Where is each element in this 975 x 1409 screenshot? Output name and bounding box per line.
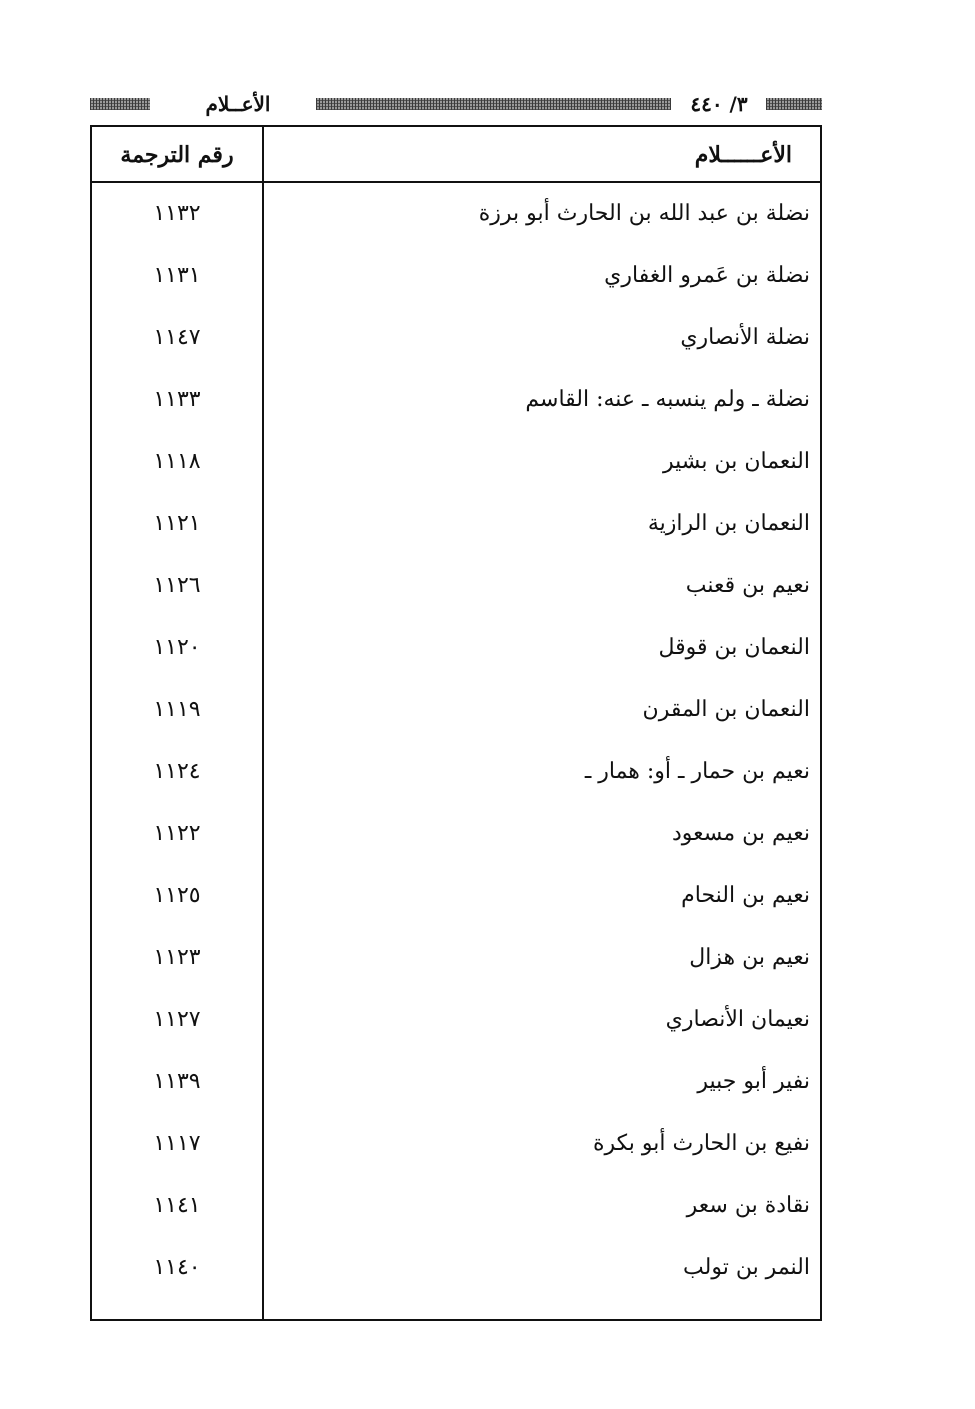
- table-row: [92, 555, 820, 617]
- table-body: [92, 183, 820, 1299]
- table-row: [92, 989, 820, 1051]
- table-row: [92, 431, 820, 493]
- person-name: النعمان بن بشير: [662, 449, 810, 474]
- table-row: [92, 245, 820, 307]
- table-row: [92, 679, 820, 741]
- biography-number: ١١٤٠: [153, 1255, 201, 1280]
- biography-number: ١١٤١: [153, 1193, 201, 1218]
- table-row: [92, 741, 820, 803]
- table-row: [92, 1113, 820, 1175]
- person-name: النعمان بن الرازية: [647, 511, 810, 536]
- person-name: النعمان بن قوقل: [658, 635, 810, 660]
- biography-number: ١١٢٥: [153, 883, 201, 908]
- person-name: نفير أبو جبير: [697, 1069, 810, 1094]
- table-row: [92, 927, 820, 989]
- biography-number: ١١٢٤: [153, 759, 201, 784]
- person-name: نعيم بن مسعود: [671, 821, 810, 846]
- biography-number: ١١٢١: [153, 511, 201, 536]
- person-name: نضلة الأنصاري: [680, 325, 810, 350]
- person-name: نعيم بن حمار ـ أو: همار ـ: [584, 759, 810, 784]
- biography-number: ١١١٨: [153, 449, 201, 474]
- person-name: نعيم بن النحام: [681, 883, 810, 908]
- page-number: ٣/ ٤٤٠: [690, 92, 748, 116]
- biography-number: ١١٣٢: [153, 201, 201, 226]
- biography-number: ١١٣٣: [153, 387, 201, 412]
- biography-number: ١١٢٣: [153, 945, 201, 970]
- person-name: نعيم بن هزال: [689, 945, 810, 970]
- biography-number: ١١١٩: [153, 697, 201, 722]
- table-row: [92, 1175, 820, 1237]
- biography-number: ١١٢٧: [153, 1007, 201, 1032]
- table-row: [92, 803, 820, 865]
- table-row: [92, 865, 820, 927]
- column-header-number: رقم الترجمة: [120, 142, 234, 168]
- table-row: [92, 1051, 820, 1113]
- table-row: [92, 369, 820, 431]
- biography-number: ١١٢٦: [153, 573, 201, 598]
- header-ornament-middle: [316, 98, 671, 110]
- column-header-name: الأعــــــلام: [694, 142, 792, 168]
- biography-number: ١١٤٧: [153, 325, 201, 350]
- names-index-table: [90, 125, 822, 1321]
- header-ornament-left: [90, 98, 150, 110]
- running-title: الأعــلام: [205, 92, 271, 116]
- biography-number: ١١٢٢: [153, 821, 201, 846]
- biography-number: ١١١٧: [153, 1131, 201, 1156]
- person-name: نضلة بن عبد الله بن الحارث أبو برزة: [478, 201, 810, 226]
- biography-number: ١١٣١: [153, 263, 201, 288]
- person-name: نفيع بن الحارث أبو بكرة: [592, 1131, 810, 1156]
- person-name: نضلة ـ ولم ينسبه ـ عنه: القاسم: [525, 387, 810, 412]
- header-ornament-right: [766, 98, 822, 110]
- person-name: نضلة بن عَمرو الغفاري: [604, 263, 810, 288]
- table-row: [92, 617, 820, 679]
- table-row: [92, 183, 820, 245]
- biography-number: ١١٣٩: [153, 1069, 201, 1094]
- table-row: [92, 307, 820, 369]
- running-header: [90, 90, 822, 118]
- table-row: [92, 493, 820, 555]
- person-name: نعيمان الأنصاري: [665, 1007, 810, 1032]
- person-name: النعمان بن المقرن: [642, 697, 810, 722]
- person-name: النمر بن تولب: [683, 1255, 810, 1280]
- biography-number: ١١٢٠: [153, 635, 201, 660]
- person-name: نقادة بن سعر: [686, 1193, 810, 1218]
- person-name: نعيم بن قعنب: [685, 573, 810, 598]
- table-row: [92, 1237, 820, 1299]
